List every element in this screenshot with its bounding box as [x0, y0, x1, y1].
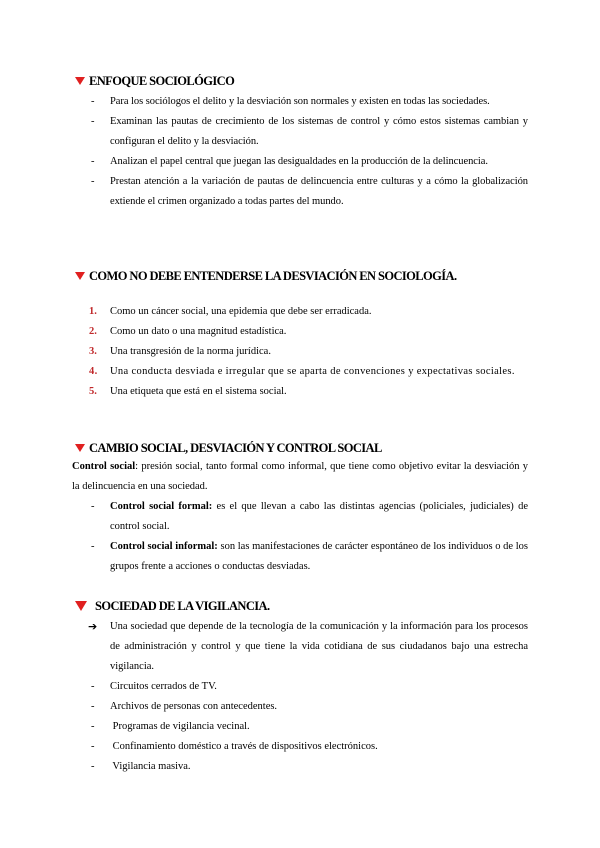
item-text: Una transgresión de la norma jurídica.: [110, 346, 271, 357]
section-heading: [72, 72, 528, 90]
numbered-item: [72, 322, 528, 342]
dash-marker: -: [91, 176, 95, 187]
list-item: [72, 152, 528, 172]
numbered-item: [72, 362, 528, 382]
list-item: [72, 497, 528, 537]
triangle-bullet-icon: [75, 77, 85, 85]
triangle-bullet-icon: [75, 444, 85, 452]
item-number: 1.: [89, 306, 97, 317]
dash-marker: -: [91, 701, 95, 712]
section-como-no: [72, 267, 528, 402]
section-heading: [72, 439, 528, 457]
item-text: Como un dato o una magnitud estadística.: [110, 326, 287, 337]
list-item: [72, 737, 528, 757]
section-heading: [72, 267, 528, 285]
item-text: Una conducta desviada e irregular que se aparta de convenciones y expectativas sociales.: [110, 366, 515, 377]
numbered-item: [72, 382, 528, 402]
item-text: Una etiqueta que está en el sistema social.: [110, 386, 287, 397]
list-item: [72, 677, 528, 697]
dash-marker: -: [91, 741, 95, 752]
item-number: 2.: [89, 326, 97, 337]
dash-marker: -: [91, 96, 95, 107]
item-text: Prestan atención a la variación de pautas de delincuencia entre culturas y a cómo la globalización extiende el crimen organizado a todas partes del mundo.: [110, 176, 528, 207]
numbered-item: [72, 342, 528, 362]
item-text: son las manifestaciones de carácter espontáneo de los individuos o de los grupos frente a acciones o conductas desviadas.: [110, 541, 528, 572]
item-text: es el que llevan a cabo las distintas agencias (policiales, judiciales) de control social.: [110, 501, 528, 532]
dash-marker: -: [91, 501, 95, 512]
item-text: Confinamiento doméstico a través de dispositivos electrónicos.: [110, 741, 378, 752]
dash-marker: -: [91, 761, 95, 772]
heading-text: COMO NO DEBE ENTENDERSE LA DESVIACIÓN EN SOCIOLOGÍA.: [89, 268, 457, 283]
dash-marker: -: [91, 681, 95, 692]
list-item: [72, 717, 528, 737]
list-item: [72, 757, 528, 777]
triangle-bullet-icon: [75, 601, 87, 611]
section-enfoque: [72, 72, 528, 212]
heading-text: ENFOQUE SOCIOLÓGICO: [89, 73, 235, 88]
item-text: Vigilancia masiva.: [110, 761, 191, 772]
item-text: Circuitos cerrados de TV.: [110, 681, 217, 692]
item-term: Control social informal:: [110, 541, 218, 552]
item-number: 4.: [89, 366, 98, 377]
intro-text: : presión social, tanto formal como informal, que tiene como objetivo evitar la desviación y la delincuencia en una sociedad.: [72, 461, 528, 492]
dash-marker: -: [91, 721, 95, 732]
heading-text: CAMBIO SOCIAL, DESVIACIÓN Y CONTROL SOCIAL: [89, 440, 382, 455]
intro-paragraph: [72, 457, 528, 497]
list-item: [72, 92, 528, 112]
dash-marker: -: [91, 116, 95, 127]
arrow-right-icon: ➔: [88, 620, 98, 633]
item-number: 5.: [89, 386, 97, 397]
heading-text: SOCIEDAD DE LA VIGILANCIA.: [95, 598, 270, 613]
item-text: Examinan las pautas de crecimiento de los sistemas de control y cómo estos sistemas cambian y configuran el delito y la desviación.: [110, 116, 528, 147]
dash-marker: -: [91, 541, 95, 552]
intro-term: Control social: [72, 461, 136, 472]
item-text: Programas de vigilancia vecinal.: [110, 721, 250, 732]
triangle-bullet-icon: [75, 272, 85, 280]
item-text: Archivos de personas con antecedentes.: [110, 701, 278, 712]
section-cambio: [72, 439, 528, 577]
list-item: [72, 112, 528, 152]
section-vigilancia: [72, 597, 528, 777]
item-number: 3.: [89, 346, 97, 357]
item-text: Una sociedad que depende de la tecnología de la comunicación y la información para los procesos de administración y control y que tiene la vida cotidiana de sus ciudadanos bajo una estrecha vigilancia.: [110, 621, 528, 672]
item-text: Analizan el papel central que juegan las desigualdades en la producción de la delincuencia.: [110, 156, 488, 167]
section-heading: [72, 597, 528, 615]
arrow-item: [72, 617, 528, 677]
list-item: [72, 537, 528, 577]
dash-marker: -: [91, 156, 95, 167]
item-text: Para los sociólogos el delito y la desviación son normales y existen en todas las sociedades.: [110, 96, 490, 107]
numbered-item: [72, 302, 528, 322]
list-item: [72, 697, 528, 717]
item-text: Como un cáncer social, una epidemia que debe ser erradicada.: [110, 306, 372, 317]
list-item: [72, 172, 528, 212]
item-term: Control social formal:: [110, 501, 213, 512]
